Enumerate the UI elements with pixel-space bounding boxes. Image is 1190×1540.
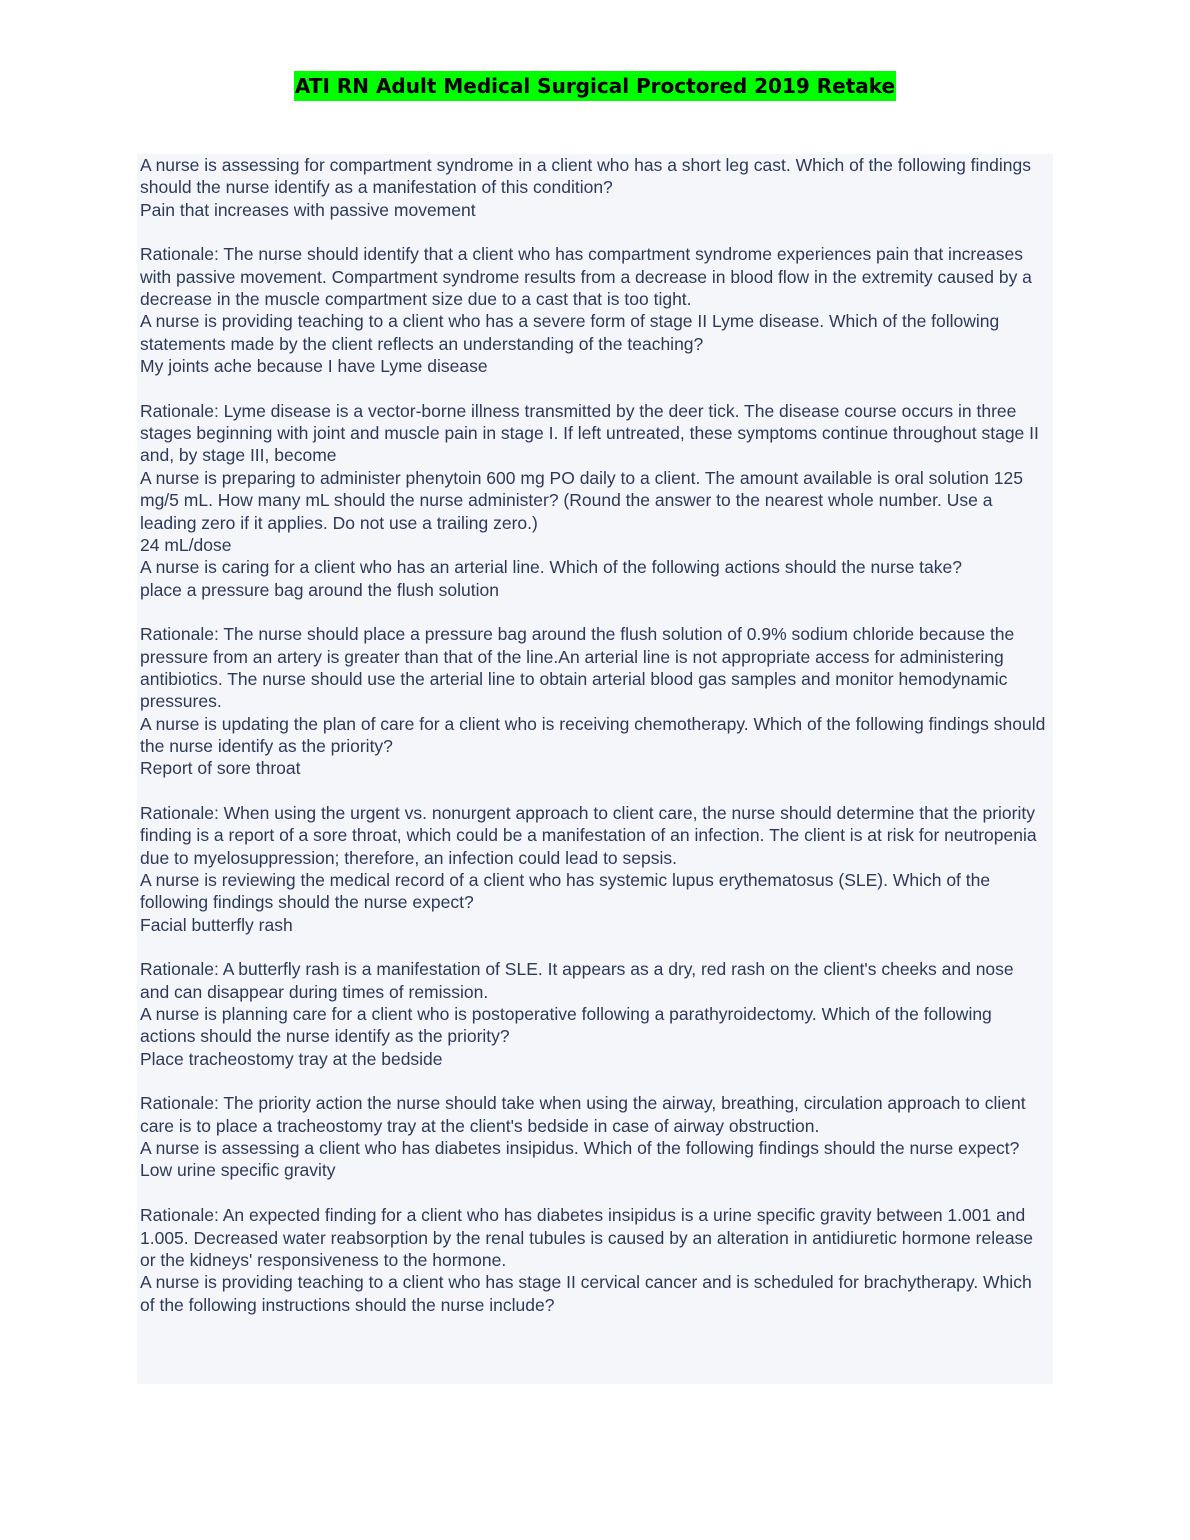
qa-content bbox=[137, 154, 1053, 1384]
rationale-text: Rationale: The nurse should identify that a client who has compartment syndrome experiences pain that increases with passive movement. Compartment syndrome results from a decrease in blood flow in the extremity caused by a decrease in the muscle compartment size due to a cast that is too tight. bbox=[140, 244, 1032, 310]
spacer bbox=[140, 1182, 1047, 1204]
document-title: ATI RN Adult Medical Surgical Proctored 2019 Retake bbox=[294, 71, 896, 101]
answer-text: Pain that increases with passive movement bbox=[140, 199, 476, 220]
spacer bbox=[140, 780, 1047, 802]
answer-text: place a pressure bag around the flush solution bbox=[140, 579, 499, 600]
spacer bbox=[140, 221, 1047, 243]
answer-text: My joints ache because I have Lyme disease bbox=[140, 356, 488, 377]
spacer bbox=[140, 601, 1047, 623]
rationale-text: Rationale: Lyme disease is a vector-borne illness transmitted by the deer tick. The disease course occurs in three stages beginning with joint and muscle pain in stage I. If left untreated, these symptoms continue throughout stage II and, by stage III, become bbox=[140, 400, 1039, 466]
spacer bbox=[140, 377, 1047, 399]
question-text: A nurse is providing teaching to a client who has a severe form of stage II Lyme disease. Which of the following statements made by the client reflects an understanding of the teaching? bbox=[140, 311, 1000, 354]
question-text: A nurse is caring for a client who has an arterial line. Which of the following actions should the nurse take? bbox=[140, 557, 962, 578]
qa-block bbox=[140, 1271, 1047, 1316]
qa-block bbox=[140, 556, 1047, 712]
question-text: A nurse is preparing to administer phenytoin 600 mg PO daily to a client. The amount available is oral solution 125 mg/5 mL. How many mL should the nurse administer? (Round the answer to the nearest whole number. Use a leading zero if it applies. Do not use a trailing zero.) bbox=[140, 467, 1023, 533]
answer-text: 24 mL/dose bbox=[140, 534, 232, 555]
question-text: A nurse is assessing for compartment syndrome in a client who has a short leg cast. Which of the following findings should the nurse identify as a manifestation of this condition? bbox=[140, 155, 1031, 198]
qa-block bbox=[140, 154, 1047, 310]
rationale-text: Rationale: A butterfly rash is a manifestation of SLE. It appears as a dry, red rash on the client's cheeks and nose and can disappear during times of remission. bbox=[140, 959, 1014, 1002]
qa-block bbox=[140, 467, 1047, 556]
answer-text: Report of sore throat bbox=[140, 758, 301, 779]
question-text: A nurse is updating the plan of care for a client who is receiving chemotherapy. Which of the following findings should the nurse identify as the priority? bbox=[140, 713, 1046, 756]
spacer bbox=[140, 936, 1047, 958]
rationale-text: Rationale: An expected finding for a client who has diabetes insipidus is a urine specific gravity between 1.001 and 1.005. Decreased water reabsorption by the renal tubules is caused by an alteration in antidiuretic hormone release or the kidneys' responsiveness to the hormone. bbox=[140, 1205, 1034, 1270]
rationale-text: Rationale: When using the urgent vs. nonurgent approach to client care, the nurse should determine that the priority finding is a report of a sore throat, which could be a manifestation of an infection. The client is at risk for neutropenia due to myelosuppression; therefore, an infection could lead to sepsis. bbox=[140, 802, 1037, 868]
answer-text: Facial butterfly rash bbox=[140, 914, 293, 935]
qa-block bbox=[140, 1137, 1047, 1271]
question-text: A nurse is planning care for a client who is postoperative following a parathyroidectomy. Which of the following actions should the nurse identify as the priority? bbox=[140, 1004, 992, 1047]
question-text: A nurse is reviewing the medical record of a client who has systemic lupus erythematosus (SLE). Which of the following findings should the nurse expect? bbox=[140, 870, 991, 913]
answer-text: Low urine specific gravity bbox=[140, 1160, 336, 1181]
rationale-text: Rationale: The nurse should place a pressure bag around the flush solution of 0.9% sodium chloride because the pressure from an artery is greater than that of the line.An arterial line is not appropriate access for administering antibiotics. The nurse should use the arterial line to obtain arterial blood gas samples and monitor hemodynamic pressures. bbox=[140, 624, 1015, 712]
spacer bbox=[140, 1070, 1047, 1092]
question-text: A nurse is assessing a client who has diabetes insipidus. Which of the following findings should the nurse expect? bbox=[140, 1138, 1020, 1159]
answer-text: Place tracheostomy tray at the bedside bbox=[140, 1048, 443, 1069]
qa-block bbox=[140, 310, 1047, 466]
question-text: A nurse is providing teaching to a client who has stage II cervical cancer and is scheduled for brachytherapy. Which of the following instructions should the nurse include? bbox=[140, 1272, 1032, 1315]
qa-block bbox=[140, 1003, 1047, 1137]
title-wrapper bbox=[0, 71, 1190, 101]
rationale-text: Rationale: The priority action the nurse should take when using the airway, breathing, circulation approach to client care is to place a tracheostomy tray at the client's bedside in case of airway obstruction. bbox=[140, 1093, 1026, 1136]
qa-block bbox=[140, 713, 1047, 869]
qa-block bbox=[140, 869, 1047, 1003]
